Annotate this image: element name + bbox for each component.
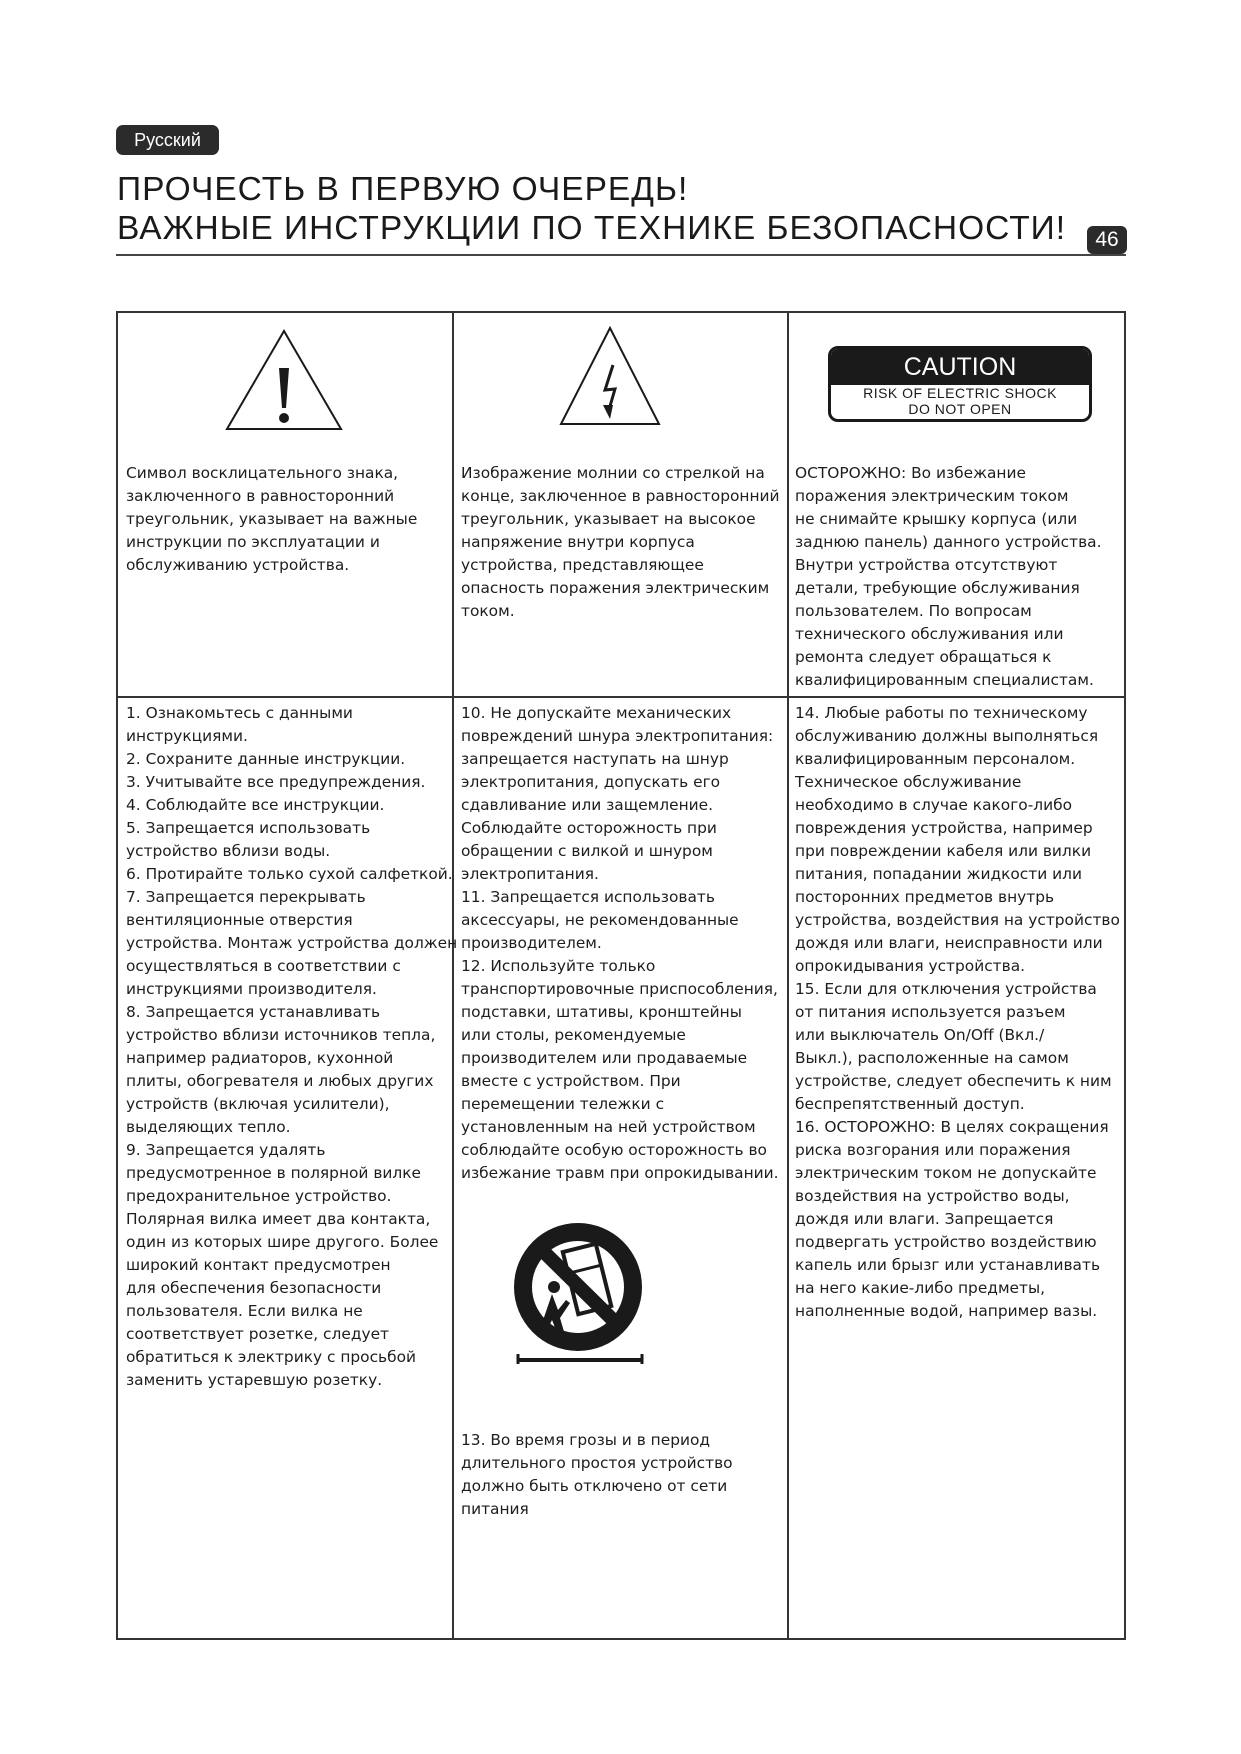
exclamation-triangle-icon bbox=[224, 328, 344, 432]
text-line: 4. Соблюдайте все инструкции. bbox=[126, 796, 385, 814]
text-line: треугольник, указывает на важные bbox=[126, 510, 418, 528]
text-line: заменить устаревшую розетку. bbox=[126, 1371, 383, 1389]
text-line: должно быть отключено от сети bbox=[461, 1477, 728, 1495]
text-line: 2. Сохраните данные инструкции. bbox=[126, 750, 406, 768]
text-line: пользователем. По вопросам bbox=[795, 602, 1032, 620]
text-line: Изображение молнии со стрелкой на bbox=[461, 464, 765, 482]
page-number: 46 bbox=[1087, 226, 1127, 254]
text-line: пользователя. Если вилка не bbox=[126, 1302, 363, 1320]
text-line: производителем. bbox=[461, 934, 602, 952]
text-line: установленным на ней устройством bbox=[461, 1118, 756, 1136]
text-line: или выключатель On/Off (Вкл./ bbox=[795, 1026, 1045, 1044]
text-line: повреждений шнура электропитания: bbox=[461, 727, 774, 745]
text-line: током. bbox=[461, 602, 515, 620]
text-line: 10. Не допускайте механических bbox=[461, 704, 732, 722]
text-line: устройства, представляющее bbox=[461, 556, 704, 574]
text-line: питания, попадании жидкости или bbox=[795, 865, 1082, 883]
text-line: запрещается наступать на шнур bbox=[461, 750, 729, 768]
text-line: устройства, воздействия на устройство bbox=[795, 911, 1120, 929]
text-line: 16. ОСТОРОЖНО: В целях сокращения bbox=[795, 1118, 1109, 1136]
text-line: квалифицированным специалистам. bbox=[795, 671, 1094, 689]
text-line: вентиляционные отверстия bbox=[126, 911, 353, 929]
text-line: электропитания. bbox=[461, 865, 599, 883]
text-line: устройств (включая усилители), bbox=[126, 1095, 390, 1113]
row-divider bbox=[118, 696, 1124, 698]
text-line: 9. Запрещается удалять bbox=[126, 1141, 326, 1159]
text-line: капель или брызг или устанавливать bbox=[795, 1256, 1101, 1274]
text-line: электрическим током не допускайте bbox=[795, 1164, 1097, 1182]
caution-line-2: DO NOT OPEN bbox=[908, 401, 1012, 417]
text-line: 1. Ознакомьтесь с данными bbox=[126, 704, 353, 722]
symbol-description-exclamation bbox=[126, 462, 417, 577]
text-line: электропитания, допускать его bbox=[461, 773, 721, 791]
lightning-triangle-icon bbox=[558, 325, 662, 427]
text-line: 3. Учитывайте все предупреждения. bbox=[126, 773, 426, 791]
text-line: от питания используется разъем bbox=[795, 1003, 1066, 1021]
text-line: устройства. Монтаж устройства должен bbox=[126, 934, 458, 952]
text-line: напряжение внутри корпуса bbox=[461, 533, 695, 551]
text-line: опасность поражения электрическим bbox=[461, 579, 770, 597]
title-underline bbox=[116, 254, 1126, 256]
text-line: инструкциями. bbox=[126, 727, 248, 745]
text-line: обращении с вилкой и шнуром bbox=[461, 842, 713, 860]
text-line: длительного простоя устройство bbox=[461, 1454, 733, 1472]
text-line: устройство вблизи источников тепла, bbox=[126, 1026, 436, 1044]
text-line: Техническое обслуживание bbox=[795, 773, 1022, 791]
text-line: 13. Во время грозы и в период bbox=[461, 1431, 711, 1449]
text-line: избежание травм при опрокидывании. bbox=[461, 1164, 779, 1182]
text-line: обратиться к электрику с просьбой bbox=[126, 1348, 417, 1366]
no-cart-tipover-icon bbox=[502, 1217, 654, 1369]
text-line: широкий контакт предусмотрен bbox=[126, 1256, 391, 1274]
text-line: предохранительное устройство. bbox=[126, 1187, 392, 1205]
text-line: при повреждении кабеля или вилки bbox=[795, 842, 1092, 860]
text-line: дождя или влаги. Запрещается bbox=[795, 1210, 1054, 1228]
text-line: 5. Запрещается использовать bbox=[126, 819, 371, 837]
caution-line-1: RISK OF ELECTRIC SHOCK bbox=[863, 385, 1057, 401]
caution-sign bbox=[828, 346, 1092, 422]
text-line: например радиаторов, кухонной bbox=[126, 1049, 394, 1067]
text-line: треугольник, указывает на высокое bbox=[461, 510, 756, 528]
caution-title: CAUTION bbox=[831, 349, 1089, 385]
text-line: наполненные водой, например вазы. bbox=[795, 1302, 1098, 1320]
text-line: инструкции по эксплуатации и bbox=[126, 533, 380, 551]
instructions-column-1 bbox=[126, 702, 457, 1392]
title-line-1: ПРОЧЕСТЬ В ПЕРВУЮ ОЧЕРЕДЬ! bbox=[117, 171, 689, 208]
text-line: соответствует розетке, следует bbox=[126, 1325, 390, 1343]
text-line: обслуживанию устройства. bbox=[126, 556, 350, 574]
text-line: устройстве, следует обеспечить к ним bbox=[795, 1072, 1112, 1090]
text-line: заднюю панель) данного устройства. bbox=[795, 533, 1102, 551]
text-line: дождя или влаги, неисправности или bbox=[795, 934, 1103, 952]
text-line: подставки, штативы, кронштейны bbox=[461, 1003, 742, 1021]
text-line: не снимайте крышку корпуса (или bbox=[795, 510, 1078, 528]
text-line: детали, требующие обслуживания bbox=[795, 579, 1080, 597]
symbol-description-caution bbox=[795, 462, 1102, 692]
text-line: 14. Любые работы по техническому bbox=[795, 704, 1088, 722]
instructions-column-2-bottom bbox=[461, 1429, 733, 1521]
text-line: обслуживанию должны выполняться bbox=[795, 727, 1099, 745]
text-line: инструкциями производителя. bbox=[126, 980, 377, 998]
text-line: сдавливание или защемление. bbox=[461, 796, 714, 814]
text-line: 7. Запрещается перекрывать bbox=[126, 888, 366, 906]
text-line: 11. Запрещается использовать bbox=[461, 888, 715, 906]
text-line: необходимо в случае какого-либо bbox=[795, 796, 1073, 814]
text-line: повреждения устройства, например bbox=[795, 819, 1093, 837]
text-line: производителем или продаваемые bbox=[461, 1049, 748, 1067]
text-line: ОСТОРОЖНО: Во избежание bbox=[795, 464, 1026, 482]
text-line: устройство вблизи воды. bbox=[126, 842, 331, 860]
text-line: Соблюдайте осторожность при bbox=[461, 819, 717, 837]
text-line: конце, заключенное в равносторонний bbox=[461, 487, 780, 505]
text-line: риска возгорания или поражения bbox=[795, 1141, 1071, 1159]
text-line: 15. Если для отключения устройства bbox=[795, 980, 1097, 998]
page-title bbox=[117, 170, 1066, 248]
text-line: один из которых шире другого. Более bbox=[126, 1233, 439, 1251]
text-line: питания bbox=[461, 1500, 529, 1518]
text-line: опрокидывания устройства. bbox=[795, 957, 1026, 975]
text-line: вместе с устройством. При bbox=[461, 1072, 681, 1090]
text-line: 8. Запрещается устанавливать bbox=[126, 1003, 381, 1021]
text-line: предусмотренное в полярной вилке bbox=[126, 1164, 421, 1182]
text-line: воздействия на устройство воды, bbox=[795, 1187, 1070, 1205]
text-line: квалифицированным персоналом. bbox=[795, 750, 1076, 768]
text-line: посторонних предметов внутрь bbox=[795, 888, 1055, 906]
language-badge: Русский bbox=[116, 125, 219, 155]
symbol-description-lightning bbox=[461, 462, 780, 623]
text-line: выделяющих тепло. bbox=[126, 1118, 291, 1136]
text-line: плиты, обогревателя и любых других bbox=[126, 1072, 434, 1090]
text-line: аксессуары, не рекомендованные bbox=[461, 911, 739, 929]
instructions-column-3 bbox=[795, 702, 1120, 1323]
text-line: для обеспечения безопасности bbox=[126, 1279, 382, 1297]
text-line: перемещении тележки с bbox=[461, 1095, 665, 1113]
text-line: беспрепятственный доступ. bbox=[795, 1095, 1025, 1113]
title-line-2: ВАЖНЫЕ ИНСТРУКЦИИ ПО ТЕХНИКЕ БЕЗОПАСНОСТИ! bbox=[117, 210, 1067, 247]
text-line: Символ восклицательного знака, bbox=[126, 464, 399, 482]
text-line: 6. Протирайте только сухой салфеткой. bbox=[126, 865, 453, 883]
text-line: 12. Используйте только bbox=[461, 957, 656, 975]
column-divider bbox=[787, 313, 789, 1638]
text-line: ремонта следует обращаться к bbox=[795, 648, 1052, 666]
text-line: осуществляться в соответствии с bbox=[126, 957, 401, 975]
text-line: Выкл.), расположенные на самом bbox=[795, 1049, 1069, 1067]
text-line: подвергать устройство воздействию bbox=[795, 1233, 1097, 1251]
text-line: Внутри устройства отсутствуют bbox=[795, 556, 1058, 574]
text-line: на него какие-либо предметы, bbox=[795, 1279, 1046, 1297]
text-line: транспортировочные приспособления, bbox=[461, 980, 778, 998]
instructions-column-2 bbox=[461, 702, 779, 1185]
text-line: поражения электрическим током bbox=[795, 487, 1069, 505]
text-line: Полярная вилка имеет два контакта, bbox=[126, 1210, 431, 1228]
text-line: или столы, рекомендуемые bbox=[461, 1026, 686, 1044]
text-line: соблюдайте особую осторожность во bbox=[461, 1141, 767, 1159]
text-line: технического обслуживания или bbox=[795, 625, 1064, 643]
text-line: заключенного в равносторонний bbox=[126, 487, 395, 505]
